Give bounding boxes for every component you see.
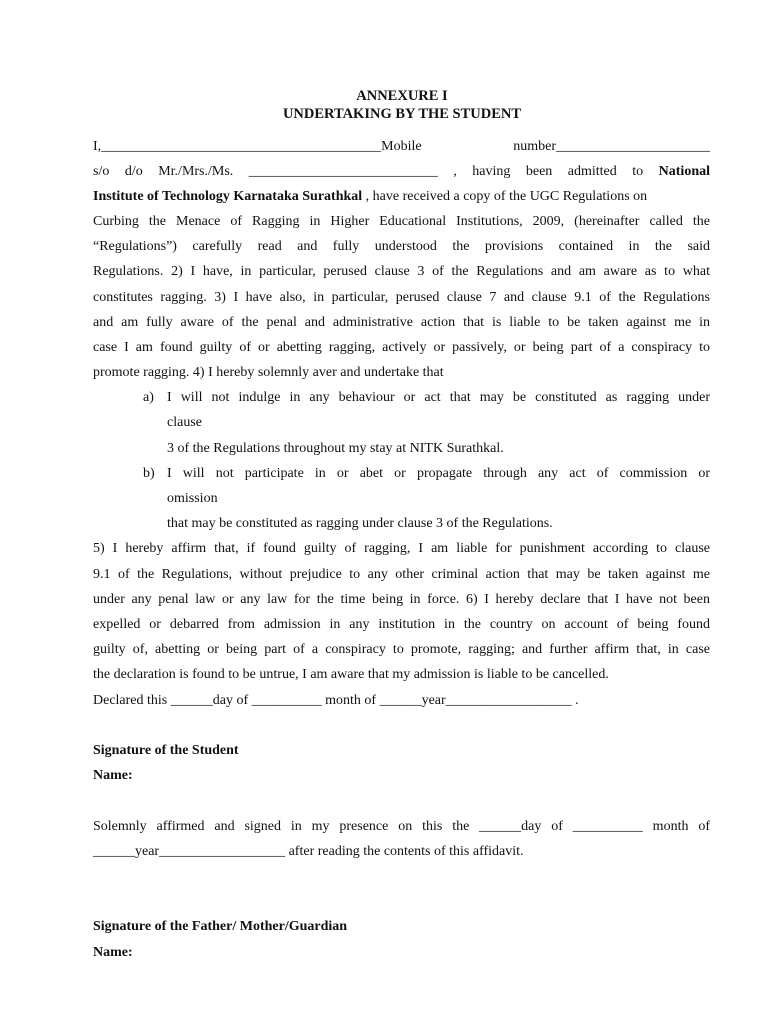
body-line: 9.1 of the Regulations, without prejudice to any other criminal action that may be taken against me <box>93 567 710 582</box>
list-item-a: clause <box>167 415 202 430</box>
body-line: the declaration is found to be untrue, I am aware that my admission is liable to be cancelled. <box>93 667 609 682</box>
student-name-label: Name: <box>93 768 133 783</box>
student-signature-label: Signature of the Student <box>93 743 239 758</box>
undertaking-title: UNDERTAKING BY THE STUDENT <box>282 106 522 122</box>
guardian-signature-label: Signature of the Father/ Mother/Guardian <box>93 919 348 934</box>
list-item-a: I will not indulge in any behaviour or act that may be constituted as ragging under <box>167 390 710 405</box>
body-line: under any penal law or any law for the time being in force. 6) I hereby declare that I have not been <box>93 592 710 607</box>
list-marker-a: a) <box>143 390 154 405</box>
list-item-b: omission <box>167 491 218 506</box>
list-item-b: that may be constituted as ragging under clause 3 of the Regulations. <box>167 516 553 531</box>
list-marker-b: b) <box>143 466 155 481</box>
body-line: guilty of, abetting or being part of a conspiracy to promote, ragging; and further affirm that, in case <box>93 642 710 657</box>
annexure-title: ANNEXURE I <box>356 88 448 104</box>
body-line: promote ragging. 4) I hereby solemnly aver and undertake that <box>93 365 444 380</box>
institute-name-part1: National <box>658 164 710 179</box>
institute-line-text: , have received a copy of the UGC Regulations on <box>362 189 648 204</box>
body-line: constitutes ragging. 3) I have also, in particular, perused clause 7 and clause 9.1 of the Regulations <box>93 290 710 305</box>
list-item-a: 3 of the Regulations throughout my stay at NITK Surathkal. <box>167 441 504 456</box>
institute-line <box>93 188 710 206</box>
declared-line: Declared this ______day of __________ month of ______year__________________ . <box>93 693 579 708</box>
body-line: “Regulations”) carefully read and fully understood the provisions contained in the said <box>93 239 710 254</box>
name-mobile-line: I,________________________________________Mobile number______________________ <box>93 139 710 154</box>
body-line: and am fully aware of the penal and administrative action that is liable to be taken against me in <box>93 315 710 330</box>
parent-line-text: s/o d/o Mr./Mrs./Ms. ___________________________ , having been admitted to <box>93 164 659 179</box>
affirmation-line: ______year__________________ after reading the contents of this affidavit. <box>93 844 524 859</box>
parent-line <box>93 163 710 181</box>
list-item-b: I will not participate in or abet or propagate through any act of commission or <box>167 466 710 481</box>
institute-name-part2: Institute of Technology Karnataka Surathkal <box>93 189 363 204</box>
guardian-name-label: Name: <box>93 945 133 960</box>
affirmation-line: Solemnly affirmed and signed in my presence on this the ______day of __________ month of <box>93 819 710 834</box>
body-line: Regulations. 2) I have, in particular, perused clause 3 of the Regulations and am aware as to what <box>93 264 710 279</box>
body-line: expelled or debarred from admission in any institution in the country on account of being found <box>93 617 710 632</box>
body-line: 5) I hereby affirm that, if found guilty of ragging, I am liable for punishment according to clause <box>93 541 710 556</box>
body-line: Curbing the Menace of Ragging in Higher Educational Institutions, 2009, (hereinafter called the <box>93 214 710 229</box>
body-line: case I am found guilty of or abetting ragging, actively or passively, or being part of a conspiracy to <box>93 340 710 355</box>
